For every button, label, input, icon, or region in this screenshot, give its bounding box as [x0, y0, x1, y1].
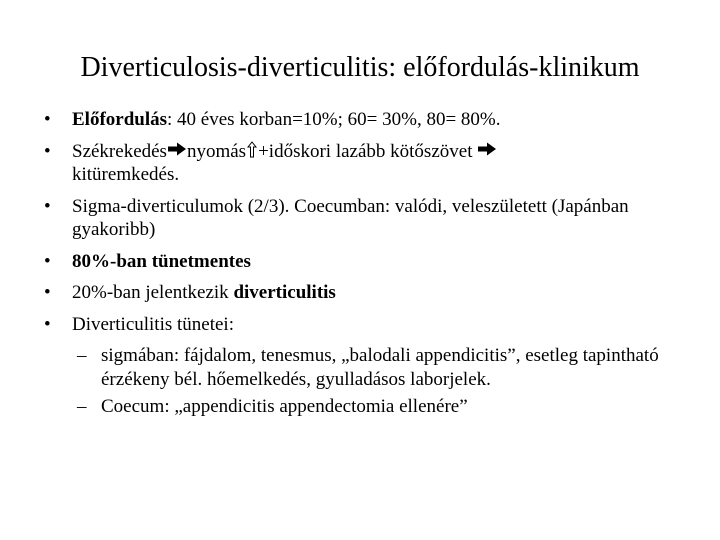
- occurrence-text: : 40 éves korban=10%; 60= 30%, 80= 80%.: [167, 109, 501, 130]
- right-arrow-icon: [477, 141, 497, 157]
- connective-tissue-text: +időskori lazább kötőszövet: [258, 140, 478, 162]
- bullet: •: [44, 140, 51, 162]
- diverticulitis-label: diverticulitis: [233, 282, 336, 303]
- list-item-occurrence: [28, 108, 688, 132]
- asymptomatic-text: 80%-ban tünetmentes: [72, 250, 251, 272]
- dash: –: [77, 396, 87, 417]
- bullet: •: [44, 250, 51, 272]
- symptoms-heading: Diverticulitis tünetei:: [72, 313, 234, 335]
- list-item-asymptomatic: [28, 250, 688, 274]
- occurrence-label: Előfordulás: [72, 109, 168, 130]
- right-arrow-icon: [167, 141, 187, 157]
- bullet: •: [44, 109, 51, 130]
- bullet: •: [44, 282, 51, 303]
- constipation-text: Székrekedés: [72, 140, 167, 162]
- sigma-text: Sigma-diverticulumok (2/3). Coecumban: valódi, veleszületett (Japánban gyakoribb): [72, 195, 629, 240]
- dash: –: [77, 345, 87, 366]
- list-item-sigma: [28, 195, 688, 242]
- sub-item-coecum: [71, 395, 688, 419]
- up-arrow-icon: [247, 141, 257, 158]
- list-item-diverticulitis: [28, 281, 688, 305]
- bullet: •: [44, 195, 51, 217]
- list-item-constipation: [28, 140, 688, 187]
- coecum-symptoms-text: Coecum: „appendicitis appendectomia ellenére”: [101, 396, 468, 417]
- pressure-text: nyomás: [186, 140, 247, 162]
- sigma-symptoms-text: sigmában: fájdalom, tenesmus, „balodali appendicitis”, esetleg tapintható érzékeny bél. hőemelkedés, gyulladásos laborjelek.: [101, 345, 659, 390]
- bullet: •: [44, 313, 51, 335]
- diverticulitis-prefix: 20%-ban jelentkezik: [72, 282, 234, 303]
- list-item-symptoms: [28, 313, 688, 337]
- sub-item-sigma: [71, 344, 688, 391]
- protrusion-text: kitüremkedés.: [72, 164, 180, 185]
- slide-title: Diverticulosis-diverticulitis: előfordulás-klinikum: [80, 52, 640, 83]
- bullet-list: [28, 108, 688, 423]
